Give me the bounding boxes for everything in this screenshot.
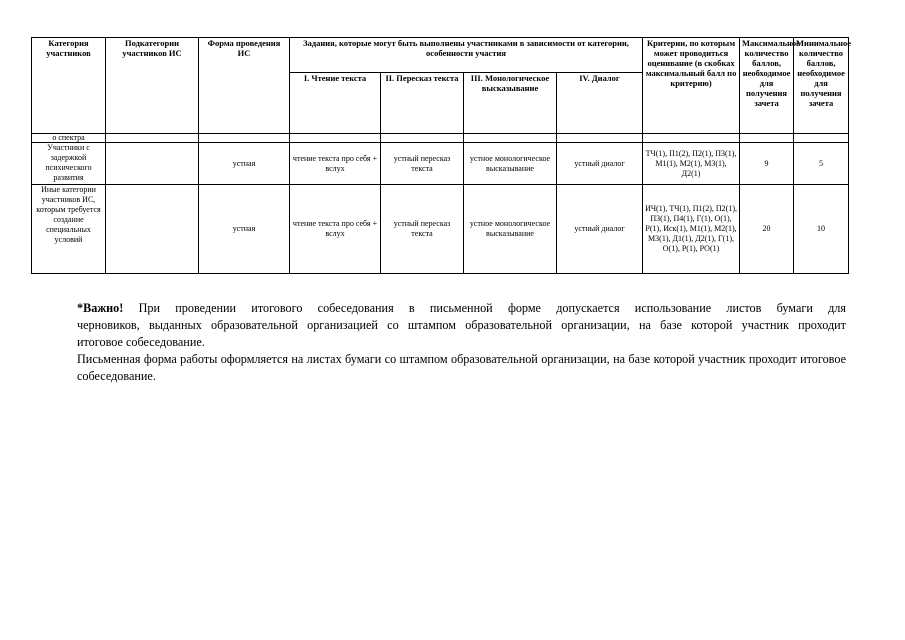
cell-min-score: 10	[794, 185, 849, 274]
cell-subcategory	[106, 143, 199, 185]
participants-table	[31, 37, 849, 274]
cell-form	[199, 134, 290, 143]
cell-form: устная	[199, 143, 290, 185]
table-row	[32, 185, 849, 274]
cell-max-score: 9	[740, 143, 794, 185]
cell-task-reading: чтение текста про себя + вслух	[290, 143, 381, 185]
cell-task-dialogue: устный диалог	[557, 143, 643, 185]
cell-max-score: 20	[740, 185, 794, 274]
header-task-reading: I. Чтение текста	[290, 73, 381, 134]
cell-task-reading: чтение текста про себя + вслух	[290, 185, 381, 274]
cell-task-reading	[290, 134, 381, 143]
table-row	[32, 134, 849, 143]
cell-task-retelling: устный пересказ текста	[381, 143, 464, 185]
header-min-score: Минимальное количество баллов, необходимое для получения зачета	[794, 38, 849, 134]
cell-criteria	[643, 134, 740, 143]
cell-subcategory	[106, 185, 199, 274]
header-form: Форма проведения ИС	[199, 38, 290, 134]
cell-task-retelling: устный пересказ текста	[381, 185, 464, 274]
header-task-retelling: II. Пересказ текста	[381, 73, 464, 134]
cell-subcategory	[106, 134, 199, 143]
cell-min-score: 5	[794, 143, 849, 185]
cell-task-monologue: устное монологическое высказывание	[464, 185, 557, 274]
written-form-note: Письменная форма работы оформляется на листах бумаги со штампом образовательной организации, на базе которой участник проходит итоговое собеседование.	[77, 352, 846, 383]
cell-task-monologue	[464, 134, 557, 143]
header-max-score: Максимальное количество баллов, необходимое для получения зачета	[740, 38, 794, 134]
important-note	[77, 300, 846, 351]
cell-form: устная	[199, 185, 290, 274]
cell-category: Участники с задержкой психического развития	[32, 143, 106, 185]
header-tasks-group: Задания, которые могут быть выполнены участниками в зависимости от категории, особенности участия	[290, 38, 643, 73]
important-label: *Важно!	[77, 301, 124, 315]
important-note-text-1: При проведении итогового собеседования в письменной форме допускается использование листов бумаги для	[138, 301, 846, 315]
cell-task-dialogue: устный диалог	[557, 185, 643, 274]
header-subcategory: Подкатегории участников ИС	[106, 38, 199, 134]
cell-criteria: ТЧ(1), П1(2), П2(1), П3(1), М1(1), М2(1), М3(1), Д2(1)	[643, 143, 740, 185]
important-note-line-3: итоговое собеседование.	[77, 335, 205, 349]
important-note-line-1	[77, 300, 846, 317]
cell-task-monologue: устное монологическое высказывание	[464, 143, 557, 185]
cell-category: Иные категории участников ИС, которым требуется создание специальных условий	[32, 185, 106, 274]
cell-criteria: ИЧ(1), ТЧ(1), П1(2), П2(1), П3(1), П4(1), Г(1), О(1), Р(1), Иск(1), М1(1), М2(1), М3(1), Д1(1), Д2(1), Г(1), О(1), Р(1), РО(1)	[643, 185, 740, 274]
header-category: Категория участников	[32, 38, 106, 134]
table-row	[32, 143, 849, 185]
important-note-line-2: черновиков, выданных образовательной организацией со штампом образовательной организации, на базе которой участник проходит	[77, 318, 846, 332]
cell-min-score	[794, 134, 849, 143]
header-criteria: Критерии, по которым может проводиться оценивание (в скобках максимальный балл по критерию)	[643, 38, 740, 134]
cell-task-dialogue	[557, 134, 643, 143]
header-row-1	[32, 38, 849, 73]
cell-category: о спектра	[32, 134, 106, 143]
header-task-dialogue: IV. Диалог	[557, 73, 643, 134]
notes-section	[77, 300, 846, 385]
cell-max-score	[740, 134, 794, 143]
header-task-monologue: III. Монологическое высказывание	[464, 73, 557, 134]
cell-task-retelling	[381, 134, 464, 143]
